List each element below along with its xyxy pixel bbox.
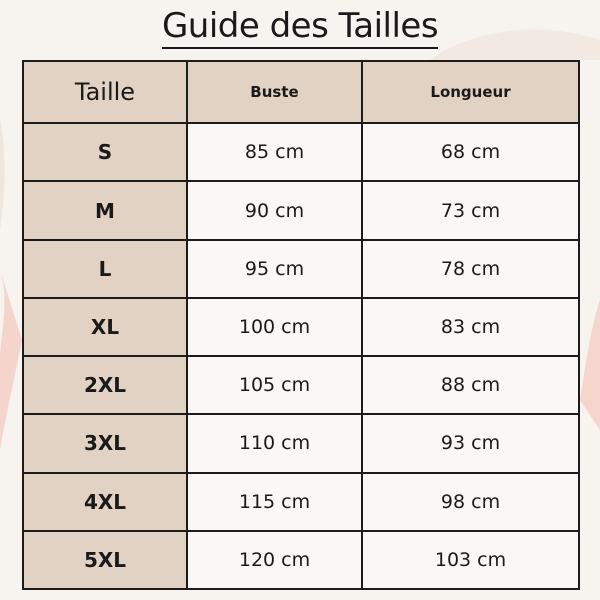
length-cell: 73 cm: [362, 181, 579, 239]
table-row: [23, 473, 579, 531]
page-title-text: Guide des Tailles: [162, 6, 438, 49]
bust-cell: 100 cm: [187, 298, 362, 356]
table-row: [23, 298, 579, 356]
bust-cell: 110 cm: [187, 414, 362, 472]
length-cell: 98 cm: [362, 473, 579, 531]
table-row: [23, 531, 579, 589]
table-header-row: [23, 61, 579, 123]
size-cell: 2XL: [23, 356, 187, 414]
length-cell: 93 cm: [362, 414, 579, 472]
header-length: Longueur: [362, 61, 579, 123]
size-cell: S: [23, 123, 187, 181]
size-cell: 3XL: [23, 414, 187, 472]
bust-cell: 120 cm: [187, 531, 362, 589]
length-cell: 83 cm: [362, 298, 579, 356]
header-size: Taille: [23, 61, 187, 123]
length-cell: 103 cm: [362, 531, 579, 589]
table-row: [23, 414, 579, 472]
length-cell: 68 cm: [362, 123, 579, 181]
bust-cell: 85 cm: [187, 123, 362, 181]
size-cell: 5XL: [23, 531, 187, 589]
header-bust: Buste: [187, 61, 362, 123]
size-cell: XL: [23, 298, 187, 356]
size-chart-table: [22, 60, 580, 590]
size-cell: M: [23, 181, 187, 239]
length-cell: 88 cm: [362, 356, 579, 414]
bust-cell: 115 cm: [187, 473, 362, 531]
table-row: [23, 123, 579, 181]
table-row: [23, 356, 579, 414]
bust-cell: 105 cm: [187, 356, 362, 414]
length-cell: 78 cm: [362, 240, 579, 298]
table-row: [23, 181, 579, 239]
size-cell: L: [23, 240, 187, 298]
bust-cell: 90 cm: [187, 181, 362, 239]
page-title: [0, 4, 600, 48]
bust-cell: 95 cm: [187, 240, 362, 298]
size-cell: 4XL: [23, 473, 187, 531]
table-row: [23, 240, 579, 298]
